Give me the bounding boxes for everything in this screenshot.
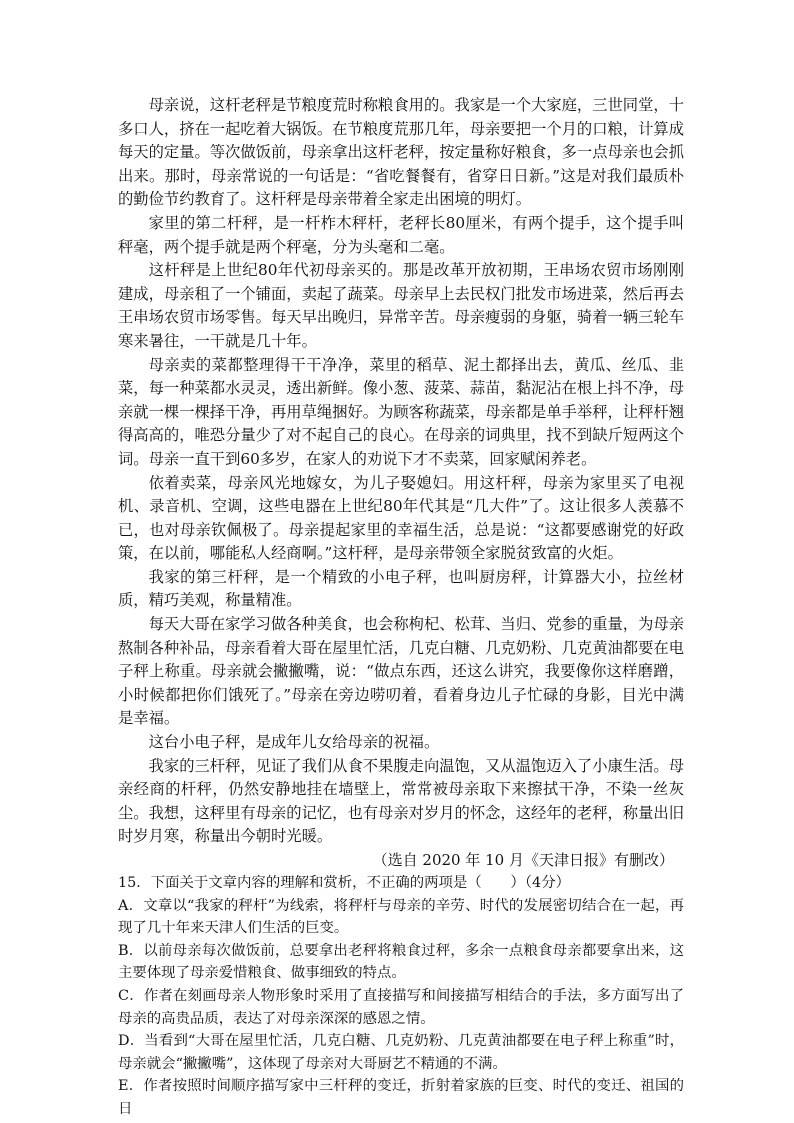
paragraph-2: 家里的第二杆秤，是一杆柞木秤杆，老秤长80厘米，有两个提手，这个提手叫秤毫，两个提手就是两个秤毫，分为头毫和二毫。 [118, 213, 684, 256]
option-c: C．作者在刻画母亲人物形象时采用了直接描写和间接描写相结合的手法，多方面写出了母亲的高贵品质，表达了对母亲深深的感恩之情。 [118, 987, 684, 1027]
paragraph-9: 我家的三杆秤，见证了我们从食不果腹走向温饱，又从温饱迈入了小康生活。母亲经商的杆秤，仍然安静地挂在墙壁上，常常被母亲取下来擦拭干净，不染一丝灰尘。我想，这秤里有母亲的记忆，也有母亲对岁月的怀念，这经年的老秤，称量出旧时岁月寒，称量出今朝时光暖。 [118, 756, 684, 846]
option-a: A．文章以“我家的秤杆”为线索，将秤杆与母亲的辛劳、时代的发展密切结合在一起，再现了几十年来天津人们生活的巨变。 [118, 897, 684, 937]
option-b: B．以前母亲每次做饭前，总要拿出老秤将粮食过秤，多余一点粮食母亲都要拿出来，这主要体现了母亲爱惜粮食、做事细致的特点。 [118, 942, 684, 982]
source-citation: （选自 2020 年 10 月《天津日报》有删改） [372, 851, 674, 869]
paragraph-1: 母亲说，这杆老秤是节粮度荒时称粮食用的。我家是一个大家庭，三世同堂，十多口人，挤在一起吃着大锅饭。在节粮度荒那几年，母亲要把一个月的口粮，计算成每天的定量。等次做饭前，母亲拿出这杆老秤，按定量称好粮食，多一点母亲也会抓出来。那时，母亲常说的一句话是：“省吃餐餐有，省穿日日新。”这是对我们最质朴的勤俭节约教育了。这杆秤是母亲带着全家走出困境的明灯。 [118, 96, 684, 209]
option-d: D．当看到“大哥在屋里忙活，几克白糖、几克奶粉、几克黄油都要在电子秤上称重”时，母亲就会“撇撇嘴”，这体现了母亲对大哥厨艺不精通的不满。 [118, 1033, 684, 1072]
paragraph-5: 依着卖菜，母亲风光地嫁女，为儿子娶媳妇。用这杆秤，母亲为家里买了电视机、录音机、空调，这些电器在上世纪80年代其是“几大件”了。这让很多人羡慕不已，也对母亲钦佩极了。母亲提起家里的幸福生活，总是说：“这都要感谢党的好政策，在以前，哪能私人经商啊。”这杆秤，是母亲带领全家脱贫致富的火炬。 [118, 473, 684, 563]
paragraph-7: 每天大哥在家学习做各种美食，也会称枸杞、松茸、当归、党参的重量，为母亲熬制各种补品，母亲看着大哥在屋里忙活，几克白糖、几克奶粉、几克黄油都要在电子秤上称重。母亲就会撇撇嘴，说：“做点东西，还这么讲究，我要像你这样磨蹭，小时候都把你们饿死了。”母亲在旁边唠叨着，看着身边儿子忙碌的身影，目光中满是幸福。 [118, 615, 684, 728]
exam-page [118, 94, 684, 1121]
paragraph-4: 母亲卖的菜都整理得干干净净，菜里的稻草、泥土都择出去，黄瓜、丝瓜、韭菜，每一种菜都水灵灵，透出新鲜。像小葱、菠菜、蒜苗，黏泥沾在根上抖不净，母亲就一棵一棵择干净，再用草绳捆好。为顾客称蔬菜，母亲都是单手举秤，让秤杆翘得高高的，唯恐分量少了对不起自己的良心。在母亲的词典里，找不到缺斤短两这个词。母亲一直干到60多岁，在家人的劝说下才不卖菜，回家赋闲养老。 [118, 355, 684, 468]
option-e: E．作者按照时间顺序描写家中三杆秤的变迁，折射着家族的巨变、时代的变迁、祖国的日 [118, 1078, 684, 1117]
question-stem: 15．下面关于文章内容的理解和赏析，不正确的两项是（ ）（4分） [118, 875, 570, 891]
paragraph-6: 我家的第三杆秤，是一个精致的小电子秤，也叫厨房秤，计算器大小，拉丝材质，精巧美观，称量精准。 [118, 567, 684, 610]
paragraph-3: 这杆秤是上世纪80年代初母亲买的。那是改革开放初期，王串场农贸市场刚刚建成，母亲租了一个铺面，卖起了蔬菜。母亲早上去民权门批发市场进菜，然后再去王串场农贸市场零售。每天早出晚归，异常辛苦。母亲瘦弱的身躯，骑着一辆三轮车寒来暑往，一干就是几十年。 [118, 261, 684, 350]
paragraph-8: 这台小电子秤，是成年儿女给母亲的祝福。 [148, 733, 440, 752]
